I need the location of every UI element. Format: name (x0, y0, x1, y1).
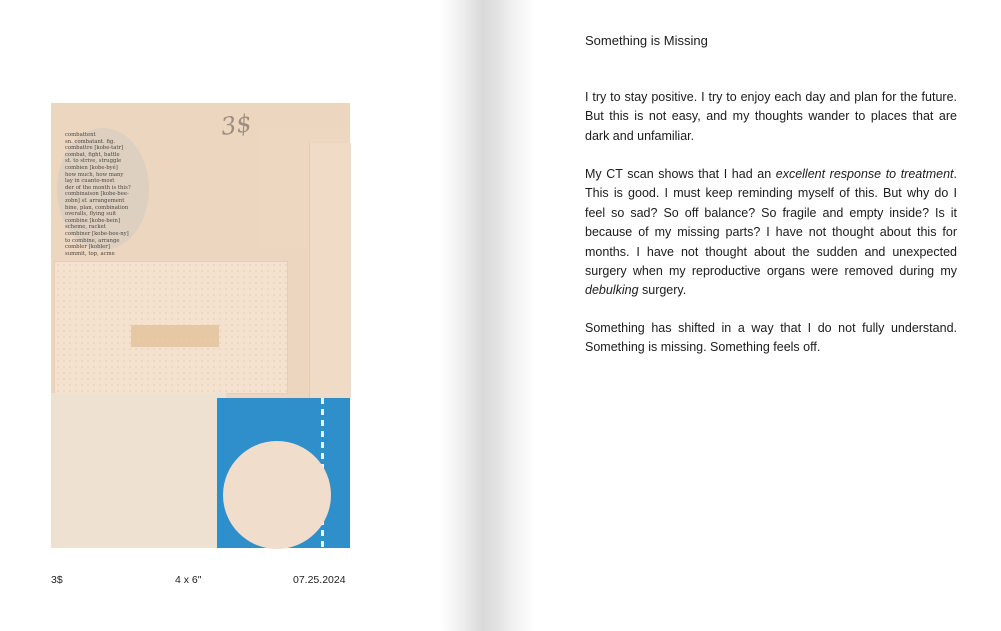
dictionary-line: st. to strive, struggle (65, 158, 122, 165)
dictionary-line: to combine, arrange (65, 237, 120, 244)
dictionary-line: combler [kobler] (65, 244, 110, 251)
book-gutter (440, 0, 535, 631)
pencil-price-note: 3$ (219, 109, 254, 141)
dictionary-line: combiner [kobe-bee-ny] (65, 230, 129, 237)
dictionary-line: overalls, flying suit (65, 211, 117, 218)
paragraph-2-text-a: My CT scan shows that I had an (585, 167, 776, 181)
paragraph-2-text-c: surgery. (638, 283, 687, 298)
emphasis-excellent-response: excellent response to treatment (775, 167, 954, 181)
dictionary-line: how much, how many (65, 171, 124, 178)
dictionary-line: zobn] sf. arrangement (65, 197, 125, 204)
caption-date: 07.25.2024 (293, 574, 346, 586)
dictionary-line: combien [kobe-byé] (65, 164, 118, 171)
dictionary-line: combat, fight, battle (65, 151, 120, 158)
dictionary-line: der of the month is this? (65, 184, 131, 191)
dictionary-line: combattent (65, 132, 96, 138)
dictionary-line: combinaison [kobe-bee- (65, 191, 129, 198)
paragraph-2 (585, 165, 957, 301)
dictionary-line: summit, top, acme (65, 250, 115, 257)
dictionary-line: sn. combatant. fig. (65, 138, 116, 145)
caption-price: 3$ (51, 574, 63, 586)
tape-strip (131, 325, 219, 347)
dictionary-line: combine [kobe-bein] (65, 217, 120, 224)
circle-cutout (223, 441, 331, 549)
paper-strip-right (309, 143, 351, 398)
dictionary-line: lay in cuanto-most (65, 178, 115, 185)
paragraph-2-text-b: . This is good. I must keep reminding myself of this. But why do I feel so sad? So off balance? So fragile and empty inside? Is it because of my missing parts? I have not thought about this for months. I have not thought about the sudden and unexpected surgery when my reproductive organs were removed during my (585, 167, 957, 279)
dictionary-line: bine, plan, combination (65, 204, 129, 211)
page-title: Something is Missing (585, 33, 708, 48)
paragraph-1: I try to stay positive. I try to enjoy each day and plan for the future. But this is not easy, and my thoughts wander to places that are dark and unfamiliar. (585, 90, 957, 143)
caption-size: 4 x 6" (175, 574, 202, 586)
collage-artwork (51, 103, 350, 548)
bottom-paper-panel (51, 393, 226, 548)
emphasis-debulking: debulking (585, 283, 639, 298)
paragraph-3: Something has shifted in a way that I do not fully understand. Something is missing. Something feels off. (585, 321, 957, 355)
dictionary-line: combattre [kobe-tatr] (65, 145, 124, 152)
dictionary-line: scheme, racket (65, 224, 106, 231)
dictionary-circle-cutout (57, 128, 149, 257)
